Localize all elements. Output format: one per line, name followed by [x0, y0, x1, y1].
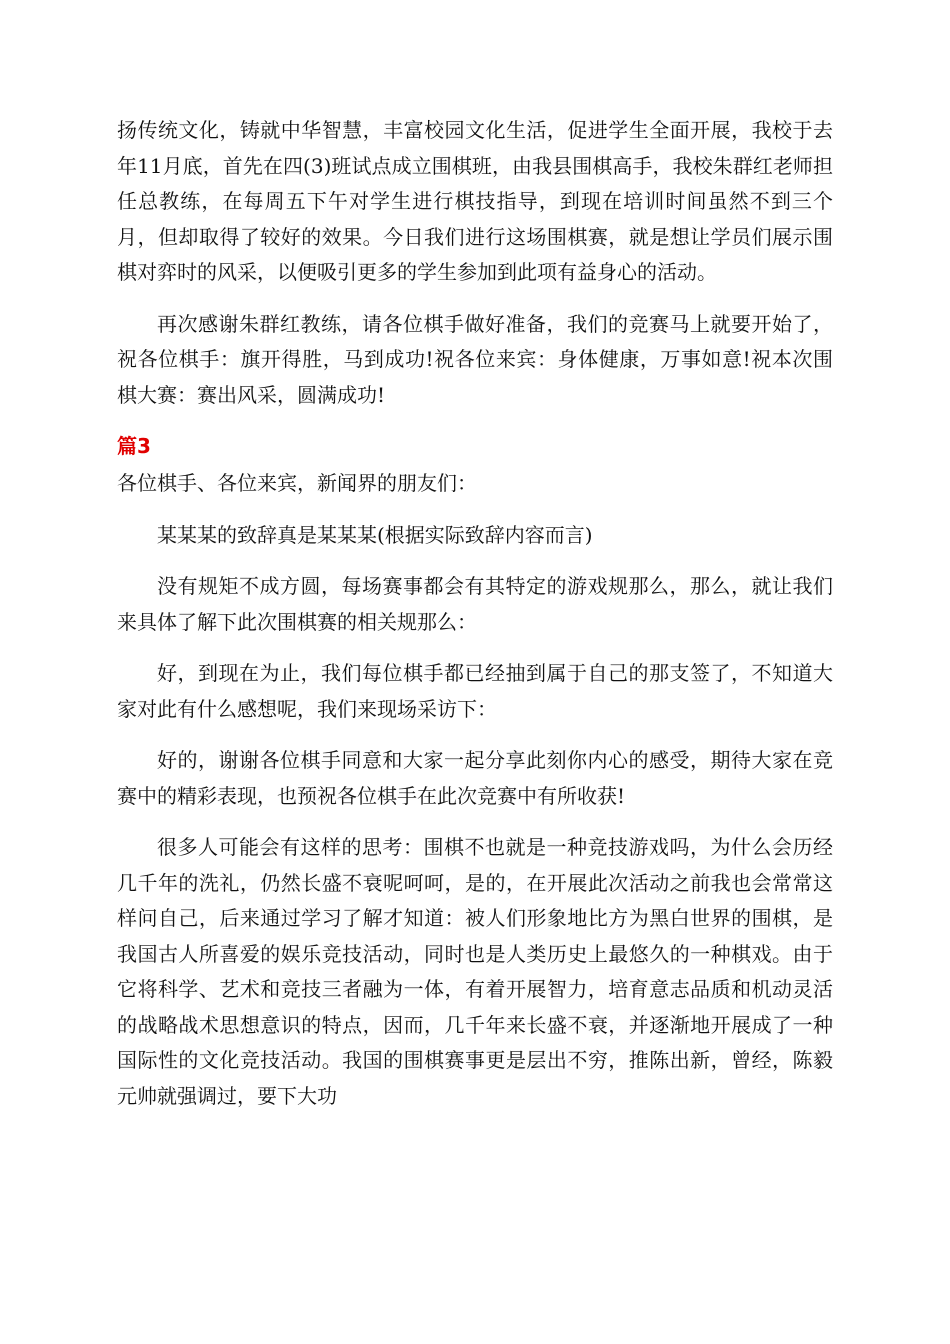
paragraph: 没有规矩不成方圆，每场赛事都会有其特定的游戏规那么，那么，就让我们来具体了解下此次围棋赛的相关规那么： — [117, 574, 833, 634]
paragraph: 很多人可能会有这样的思考：围棋不也就是一种竞技游戏吗，为什么会历经几千年的洗礼，仍然长盛不衰呢呵呵，是的，在开展此次活动之前我也会常常这样问自己，后来通过学习了解才知道：被人们形象地比方为黑白世界的围棋，是我国古人所喜爱的娱乐竞技活动，同时也是人类历史上最悠久的一种棋戏。由于它将科学、艺术和竞技三者融为一体，有着开展智力，培育意志品质和机动灵活的战略战术思想意识的特点，因而，几千年来长盛不衰，并逐渐地开展成了一种国际性的文化竞技活动。我国的围棋赛事更是层出不穷，推陈出新，曾经，陈毅元帅就强调过，要下大功 — [117, 835, 833, 1108]
paragraph-continued: 扬传统文化，铸就中华智慧，丰富校园文化生活，促进学生全面开展，我校于去年11月底，首先在四(3)班试点成立围棋班，由我县围棋高手，我校朱群红老师担任总教练，在每周五下午对学生进行棋技指导，到现在培训时间虽然不到三个月，但却取得了较好的效果。今日我们进行这场围棋赛，就是想让学员们展示围棋对弈时的风采，以便吸引更多的学生参加到此项有益身心的活动。 — [117, 118, 833, 284]
paragraph: 某某某的致辞真是某某某(根据实际致辞内容而言) — [157, 522, 593, 547]
salutation: 各位棋手、各位来宾，新闻界的朋友们： — [117, 471, 477, 495]
paragraph: 好的，谢谢各位棋手同意和大家一起分享此刻你内心的感受，期待大家在竞赛中的精彩表现，也预祝各位棋手在此次竞赛中有所收获! — [117, 748, 833, 808]
paragraph-thanks: 再次感谢朱群红教练，请各位棋手做好准备，我们的竞赛马上就要开始了，祝各位棋手：旗开得胜，马到成功!祝各位来宾：身体健康，万事如意!祝本次围棋大赛：赛出风采，圆满成功! — [117, 311, 833, 407]
section-heading: 篇3 — [117, 434, 151, 458]
document-page — [117, 113, 833, 1130]
paragraph: 好，到现在为止，我们每位棋手都已经抽到属于自己的那支签了，不知道大家对此有什么感想呢，我们来现场采访下： — [117, 661, 833, 721]
